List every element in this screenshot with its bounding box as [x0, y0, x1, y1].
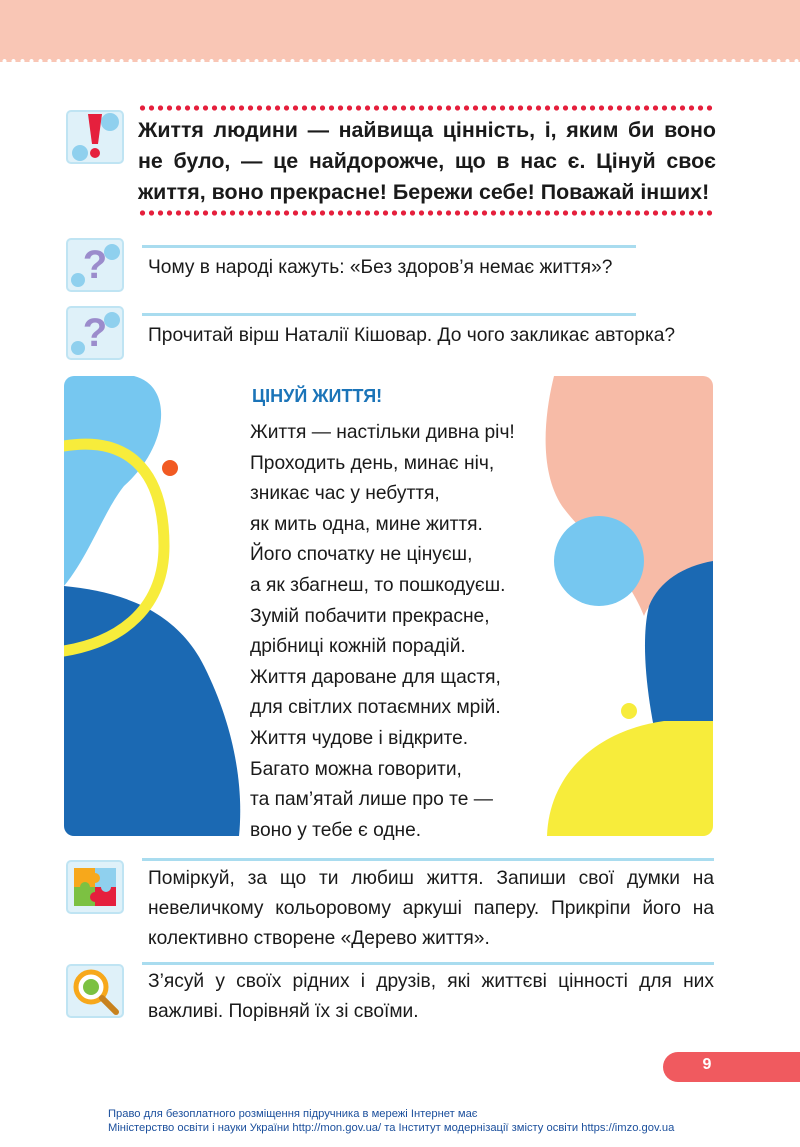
- puzzle-icon: [64, 858, 126, 916]
- poem-line: Життя — настільки дивна річ!: [250, 422, 515, 443]
- poem-line: дрібниці кожній порадій.: [250, 636, 466, 658]
- poem-title: ЦІНУЙ ЖИТТЯ!: [252, 386, 383, 406]
- task-1-rule: [142, 858, 714, 861]
- poem-line: а як збагнеш, то пошкодуєш.: [250, 574, 506, 596]
- question-icon: [64, 304, 126, 362]
- header-dots: [0, 56, 800, 66]
- svg-text:?: ?: [82, 243, 108, 287]
- footer-line-2: Міністерство освіти і науки України http://mon.gov.ua/ та Інститут модернізації змісту освіти https://imzo.gov.ua: [108, 1121, 675, 1134]
- poem-line: Життя дароване для щастя,: [250, 666, 501, 688]
- question-1-text: Чому в народі кажуть: «Без здоров’я немає життя»?: [148, 257, 613, 278]
- poem-line: для світлих потаємних мрій.: [250, 697, 501, 719]
- question-1-rule: [142, 245, 636, 248]
- task-2-rule: [142, 962, 714, 965]
- question-2-text: Прочитай вірш Наталії Кішовар. До чого закликає авторка?: [148, 325, 676, 346]
- poem-line: Його спочатку не цінуєш,: [250, 544, 473, 566]
- question-icon: [64, 236, 126, 294]
- important-note: Життя людини — найвища цінність, і, яким би воно не було, — це найдорожче, що в нас є. Цінуй своє життя, воно прекрасне! Бережи себе! Поважай інших!: [138, 118, 716, 204]
- poem-line: Життя чудове і відкрите.: [250, 727, 469, 749]
- footer-line-1: Право для безоплатного розміщення підручника в мережі Інтернет має: [108, 1108, 478, 1120]
- poem-line: та пам’ятай лише про те —: [250, 789, 493, 811]
- task-1-text: Поміркуй, за що ти любиш життя. Запиши свої думки на невеличкому кольоровому аркуші паперу. Прикріпи його на колективно створене «Дерево життя».: [148, 868, 714, 949]
- poem-line: Проходить день, минає ніч,: [250, 452, 495, 474]
- poem-text: [250, 418, 515, 846]
- exclamation-icon: [64, 108, 126, 166]
- magnifier-icon: [64, 962, 126, 1020]
- page-number: 9: [702, 1056, 712, 1073]
- poem-line: зникає час у небуття,: [250, 483, 440, 505]
- page-number-tab: [663, 1052, 800, 1082]
- note-bottom-border: [138, 209, 714, 217]
- note-top-border: [138, 104, 714, 112]
- header-band: [0, 0, 800, 62]
- poem-line: Багато можна говорити,: [250, 758, 462, 780]
- poem-line: як мить одна, мине життя.: [250, 513, 483, 535]
- task-2-text: З’ясуй у своїх рідних і друзів, які життєві цінності для них важливі. Порівняй їх зі своїми.: [148, 971, 714, 1022]
- question-2-rule: [142, 313, 636, 316]
- svg-text:?: ?: [82, 311, 108, 355]
- poem-line: Зумій побачити прекрасне,: [250, 605, 490, 627]
- footer-notice: [108, 1108, 674, 1135]
- poem-line: воно у тебе є одне.: [250, 819, 422, 841]
